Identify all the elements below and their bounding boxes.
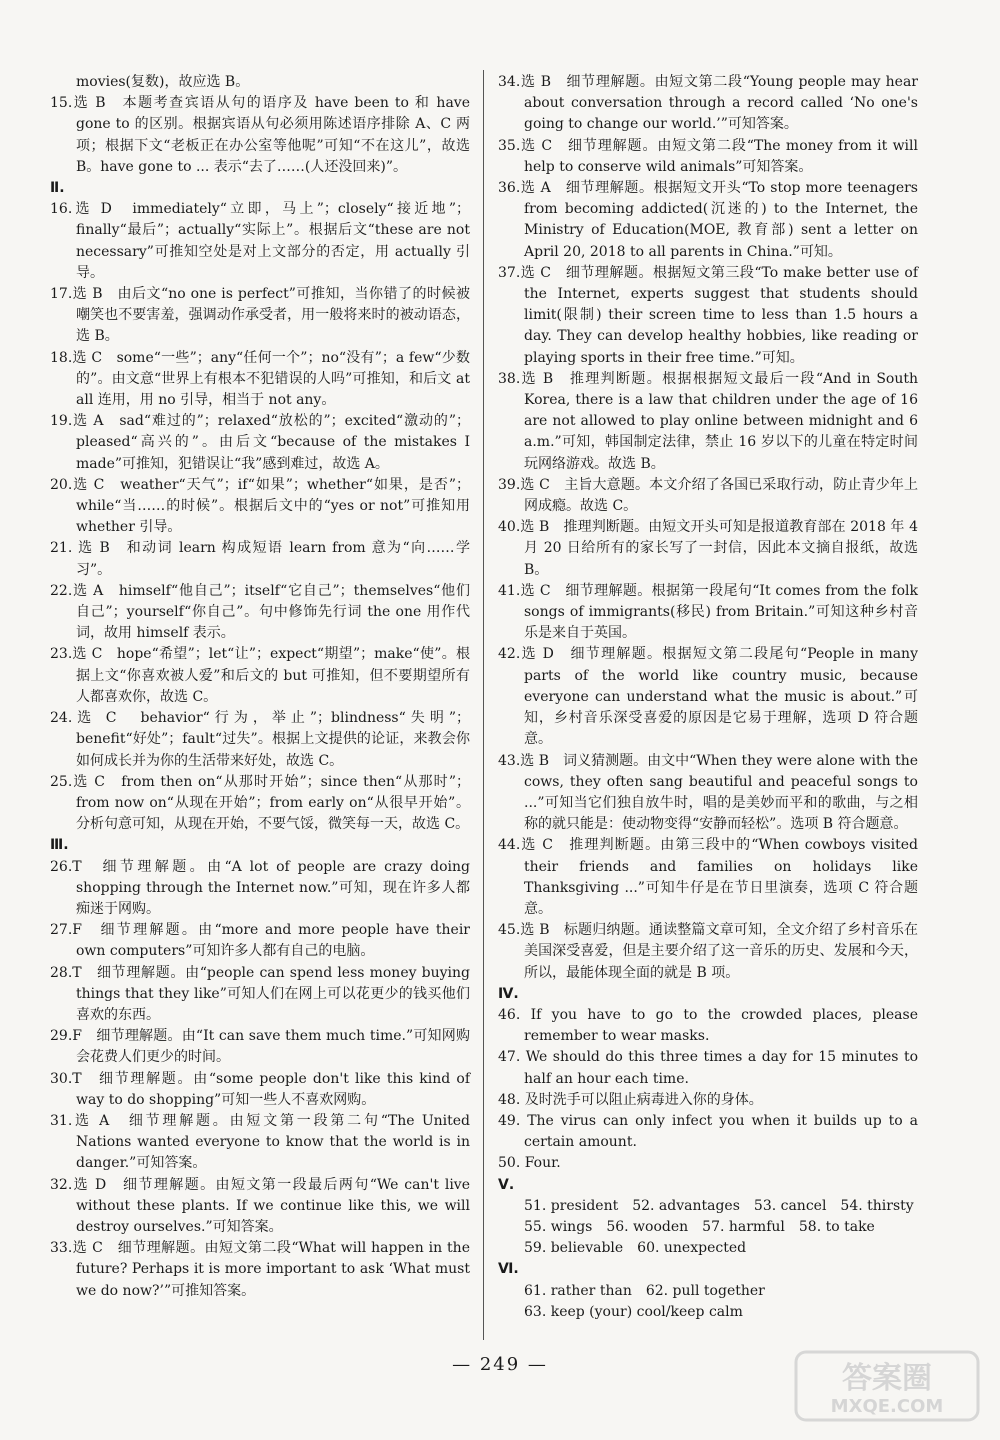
answer-item: 27.F 细节理解题。由“more and more people have their own computers”可知许多人都有自己的电脑。 [50,922,470,960]
page-number: — 249 — [452,1354,548,1375]
answer-item: 22.选 A himself“他自己”；itself“它自己”；themselves“他们自己”；yourself“你自己”。句中修饰先行词 the one 用作代词，故用 himself 表示。 [50,582,470,642]
answer-item: 40.选 B 推理判断题。由短文开头可知是报道教育部在 2018 年 4 月 20 日给所有的家长写了一封信，因此本文摘自报纸，故选 B。 [498,519,918,578]
answer-item: 23.选 C hope“希望”；let“让”；expect“期望”；make“使”。根据上文“你喜欢被人爱”和后文的 but 可推知，但不要期望所有人都喜欢你，故选 C。 [50,646,470,705]
answer-item: 32.选 D 细节理解题。由短文第一段最后两句“We can't live without these plants. If we continue like this, we will destroy ourselves.”可知答案。 [50,1176,470,1235]
answer-item: 46. If you have to go to the crowded places, please remember to wear masks. [498,1006,918,1045]
answer-item: 24.选 C behavior“行为，举止”；blindness“失明”；benefit“好处”；fault“过失”。根据上文提供的论证，来教会你如何成长并为你的生活带来好处，故选 C。 [50,710,470,769]
answer-item: 18.选 C some“一些”；any“任何一个”；no“没有”；a few“少数的”。由文意“世界上有根本不犯错误的人吗”可推知，和后文 at all 连用，用 no 引导，相当于 not any。 [50,349,470,409]
answer-item: 34.选 B 细节理解题。由短文第二段“Young people may hear about conversation through a record called ‘No one's going to change our world.’”可知答案。 [498,74,918,133]
answer-line: 51. president 52. advantages 53. cancel 54. thirsty [524,1197,914,1214]
answer-line: 59. believable 60. unexpected [524,1240,747,1257]
answer-item: 47. We should do this three times a day for 15 minutes to half an hour each time. [498,1049,918,1087]
answer-line: 55. wings 56. wooden 57. harmful 58. to take [524,1218,875,1235]
svg-text:MXQE.COM: MXQE.COM [830,1396,944,1417]
answer-item: 42.选 D 细节理解题。根据短文第二段尾句“People in many parts of the world like country music, because everyone can understand what the music is about.”可知，乡村音乐深受喜爱的原因是它易于理解，选项 D 符合题意。 [498,646,918,748]
answer-item: 17.选 B 由后文“no one is perfect”可推知，当你错了的时候被嘲笑也不要害羞，强调动作承受者，用一般将来时的被动语态，选 B。 [50,286,470,345]
answer-item: 21. 选 B 和动词 learn 构成短语 learn from 意为“向……学习”。 [50,540,470,578]
section-heading: Ⅱ. [50,180,65,197]
answer-item: 50. Four. [498,1155,561,1172]
answer-item: 29.F 细节理解题。由“It can save them much time.”可知网购会花费人们更少的时间。 [50,1028,470,1066]
answer-item: 43.选 B 词义猜测题。由文中“When they were alone with the cows, they often sang beautiful and peaceful songs to ...”可知当它们独自放牛时，唱的是美妙而平和的歌曲，与之相称的就只能是：使动物变得“安静而轻松”。选项 B 符合题意。 [498,752,918,833]
column-divider [483,70,484,1340]
answer-item: 35.选 C 细节理解题。由短文第二段“The money from it will help to conserve wild animals”可知答案。 [498,137,918,175]
answer-line: 61. rather than 62. pull together [524,1282,765,1299]
right-column [498,72,918,1323]
answer-item: 37.选 C 细节理解题。根据短文第三段“To make better use of the Internet, experts suggest that students should limit(限制) their screen time to less than 1.5 hours a day. They can develop healthy hobbies, like reading or playing sports in their free time.”可知。 [498,264,918,366]
section-heading: Ⅵ. [498,1261,519,1278]
answer-item: 30.T 细节理解题。由“some people don't like this kind of way to do shopping”可知一些人不喜欢网购。 [50,1070,470,1108]
answer-item: 49. The virus can only infect you when it builds up to a certain amount. [498,1112,918,1151]
answer-item: 39.选 C 主旨大意题。本文介绍了各国已采取行动，防止青少年上网成瘾。故选 C。 [498,476,918,515]
left-column [50,72,470,1302]
answer-item: 36.选 A 细节理解题。根据短文开头“To stop more teenagers from becoming addicted(沉迷的) to the Internet, the Ministry of Education(MOE, 教育部) sent a letter on April 20, 2018 to all parents in China.”可知。 [498,180,918,260]
answer-item: 31.选 A 细节理解题。由短文第一段第二句“The United Nations wanted everyone to know that the world is in danger.”可知答案。 [50,1112,470,1172]
answer-continuation: movies(复数)，故应选 B。 [76,74,250,90]
answer-item: 45.选 B 标题归纳题。通读整篇文章可知，全文介绍了乡村音乐在美国深受喜爱，但是主要介绍了这一音乐的历史、发展和今天，所以，最能体现全面的就是 B 项。 [498,922,918,981]
watermark-logo [792,1346,982,1426]
answer-item: 19.选 A sad“难过的”；relaxed“放松的”；excited“激动的”；pleased“高兴的”。由后文“because of the mistakes I made”可推知，犯错误让“我”感到难过，故选 A。 [50,413,470,472]
answer-line: 63. keep (your) cool/keep calm [524,1303,743,1320]
svg-text:答案圈: 答案圈 [842,1361,932,1396]
answer-item: 41.选 C 细节理解题。根据第一段尾句“It comes from the folk songs of immigrants(移民) from Britain.”可知这种乡村音乐是来自于英国。 [498,582,918,642]
answer-item: 33.选 C 细节理解题。由短文第二段“What will happen in the future? Perhaps it is more important to ask ‘What must we do now?’”可推知答案。 [50,1240,470,1299]
answer-item: 38.选 B 推理判断题。根据根据短文最后一段“And in South Korea, there is a law that children under the age of 16 are not allowed to play online between midnight and 6 a.m.”可知，韩国制定法律，禁止 16 岁以下的儿童在特定时间玩网络游戏。故选 B。 [498,370,918,472]
answer-item: 44.选 C 推理判断题。由第三段中的“When cowboys visited their friends and families on holidays like Thanksgiving ...”可知牛仔是在节日里演奏，选项 C 符合题意。 [498,837,918,917]
answer-item: 48. 及时洗手可以阻止病毒进入你的身体。 [498,1091,763,1108]
section-heading: Ⅲ. [50,837,69,854]
section-heading: Ⅳ. [498,985,519,1002]
answer-item: 20.选 C weather“天气”；if“如果”；whether“如果，是否”；while“当……的时候”。根据后文中的“yes or not”可推知用 whether 引导。 [50,476,470,536]
section-heading: Ⅴ. [498,1176,515,1193]
answer-item: 25.选 C from then on“从那时开始”；since then“从那时”；from now on“从现在开始”；from early on“从很早开始”。分析句意可知，从现在开始，不要气馁，微笑每一天，故选 C。 [50,773,470,833]
answer-item: 28.T 细节理解题。由“people can spend less money buying things that they like”可知人们在网上可以花更少的钱买他们喜欢的东西。 [50,964,470,1023]
answer-item: 15.选 B 本题考查宾语从句的语序及 have been to 和 have gone to 的区别。根据宾语从句必须用陈述语序排除 A、C 两项；根据下文“老板正在办公室等他呢”可知“不在这儿”，故选 B。have gone to ... 表示“去了……(人还没回来)”。 [50,95,470,175]
answer-item: 26.T 细节理解题。由“A lot of people are crazy doing shopping through the Internet now.”可知，现在许多人都痴迷于网购。 [50,858,470,917]
answer-item: 16.选 D immediately“立即，马上”；closely“接近地”；finally“最后”；actually“实际上”。根据后文“these are not necessary”可推知空处是对上文部分的否定，用 actually 引导。 [50,201,470,281]
